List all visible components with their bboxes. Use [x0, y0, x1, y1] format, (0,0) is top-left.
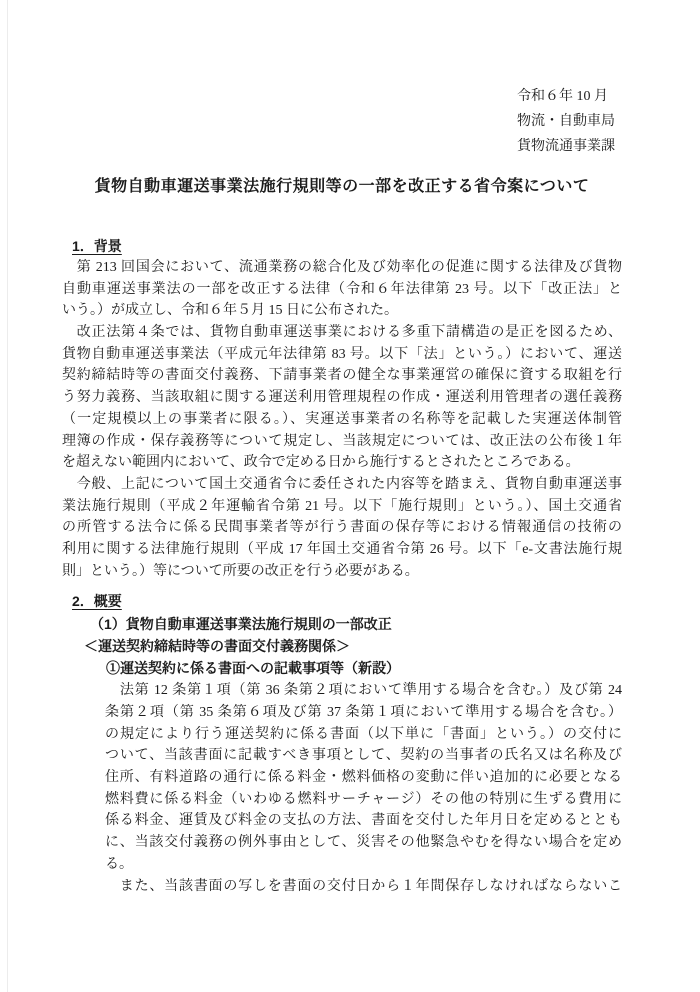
text-line: 理簿の作成・保存義務等について規定し、当該規定については、改正法の公布後１年 — [62, 433, 622, 449]
text-line: また、当該書面の写しを書面の交付日から１年間保存しなければならないこ — [105, 878, 622, 894]
text-line: 則」という。）等について所要の改正を行う必要がある。 — [62, 563, 419, 579]
section-1-heading: 1．背景 — [72, 238, 122, 254]
paragraph — [105, 680, 622, 875]
text-line: 法第 12 条第１項（第 36 条第２項において準用する場合を含む。）及び第 24 — [105, 683, 622, 699]
text-line: の規定により行う運送契約に係る書面（以下単に「書面」という。）の交付に — [105, 726, 622, 742]
header-line: 貨物流通事業課 — [517, 139, 615, 154]
section-2-heading: 2．概要 — [72, 593, 122, 610]
issuing-office-block — [517, 84, 622, 159]
text-line: に、当該交付義務の例外事由として、災害その他緊急やむを得ない場合を定め — [105, 835, 622, 851]
text-line: （一定規模以上の事業者に限る。）、実運送事業者の名称等を記載した実運送体制管 — [62, 411, 622, 427]
page-left-edge-line — [7, 0, 8, 992]
text-line: う努力義務、当該取組に関する運送利用管理規程の作成・運送利用管理者の選任義務 — [62, 390, 622, 406]
clause-group-heading: ＜運送契約締結時等の書面交付義務関係＞ — [84, 638, 350, 655]
text-line: る。 — [105, 856, 133, 872]
paragraph — [62, 322, 622, 474]
text-line: の所管する法令に係る民間事業者等が行う書面の保存等における情報通信の技術の — [62, 520, 622, 536]
subsection-1-heading: （1）貨物自動車運送事業法施行規則の一部改正 — [90, 616, 392, 633]
item-1-heading: ①運送契約に係る書面への記載事項等（新設） — [106, 660, 400, 677]
paragraph — [105, 876, 622, 898]
text-line: 改正法第４条では、貨物自動車運送事業における多重下請構造の是正を図るため、 — [62, 325, 622, 341]
text-line: 条第２項（第 35 条第６項及び第 37 条第１項において準用する場合を含む。） — [105, 705, 622, 720]
text-line: いう。）が成立し、令和６年５月 15 日に公布された。 — [62, 303, 398, 319]
text-line: 係る料金、運賃及び料金の支払の方法、書面を交付した年月日を定めるととも — [105, 813, 622, 829]
text-line: 住所、有料道路の通行に係る料金・燃料価格の変動に伴い追加的に必要となる — [105, 770, 622, 786]
paragraph — [62, 257, 622, 322]
text-line: 業法施行規則（平成２年運輸省令第 21 号。以下「施行規則」という。）、国土交通省 — [62, 498, 622, 514]
text-line: 契約締結時等の書面交付義務、下請事業者の健全な事業運営の確保に資する取組を行 — [62, 368, 622, 384]
document-title: 貨物自動車運送事業法施行規則等の一部を改正する省令案について — [94, 178, 590, 195]
header-line: 物流・自動車局 — [517, 114, 615, 129]
text-line: 今般、上記について国土交通省令に委任された内容等を踏まえ、貨物自動車運送事 — [62, 476, 622, 492]
text-line: ついて、当該書面に記載すべき事項として、契約の当事者の氏名又は名称及び — [105, 748, 622, 764]
text-line: を超えない範囲内において、政令で定める日から施行するとされたところである。 — [62, 455, 580, 471]
text-line: 燃料費に係る料金（いわゆる燃料サーチャージ）その他の特別に生ずる費用に — [105, 791, 622, 807]
text-line: 自動車運送事業法の一部を改正する法律（令和６年法律第 23 号。以下「改正法」と — [62, 281, 622, 297]
header-line: 令和６年 10 月 — [517, 89, 608, 104]
section-1-body — [62, 257, 622, 582]
text-line: 貨物自動車運送事業法（平成元年法律第 83 号。以下「法」という。）において、運送 — [62, 346, 622, 362]
item-1-body — [105, 680, 622, 897]
paragraph — [62, 474, 622, 582]
text-line: 利用に関する法律施行規則（平成 17 年国土交通省令第 26 号。以下「e-文書法施行規 — [62, 541, 622, 557]
text-line: 第 213 回国会において、流通業務の総合化及び効率化の促進に関する法律及び貨物 — [62, 260, 622, 275]
document-content — [62, 84, 622, 897]
